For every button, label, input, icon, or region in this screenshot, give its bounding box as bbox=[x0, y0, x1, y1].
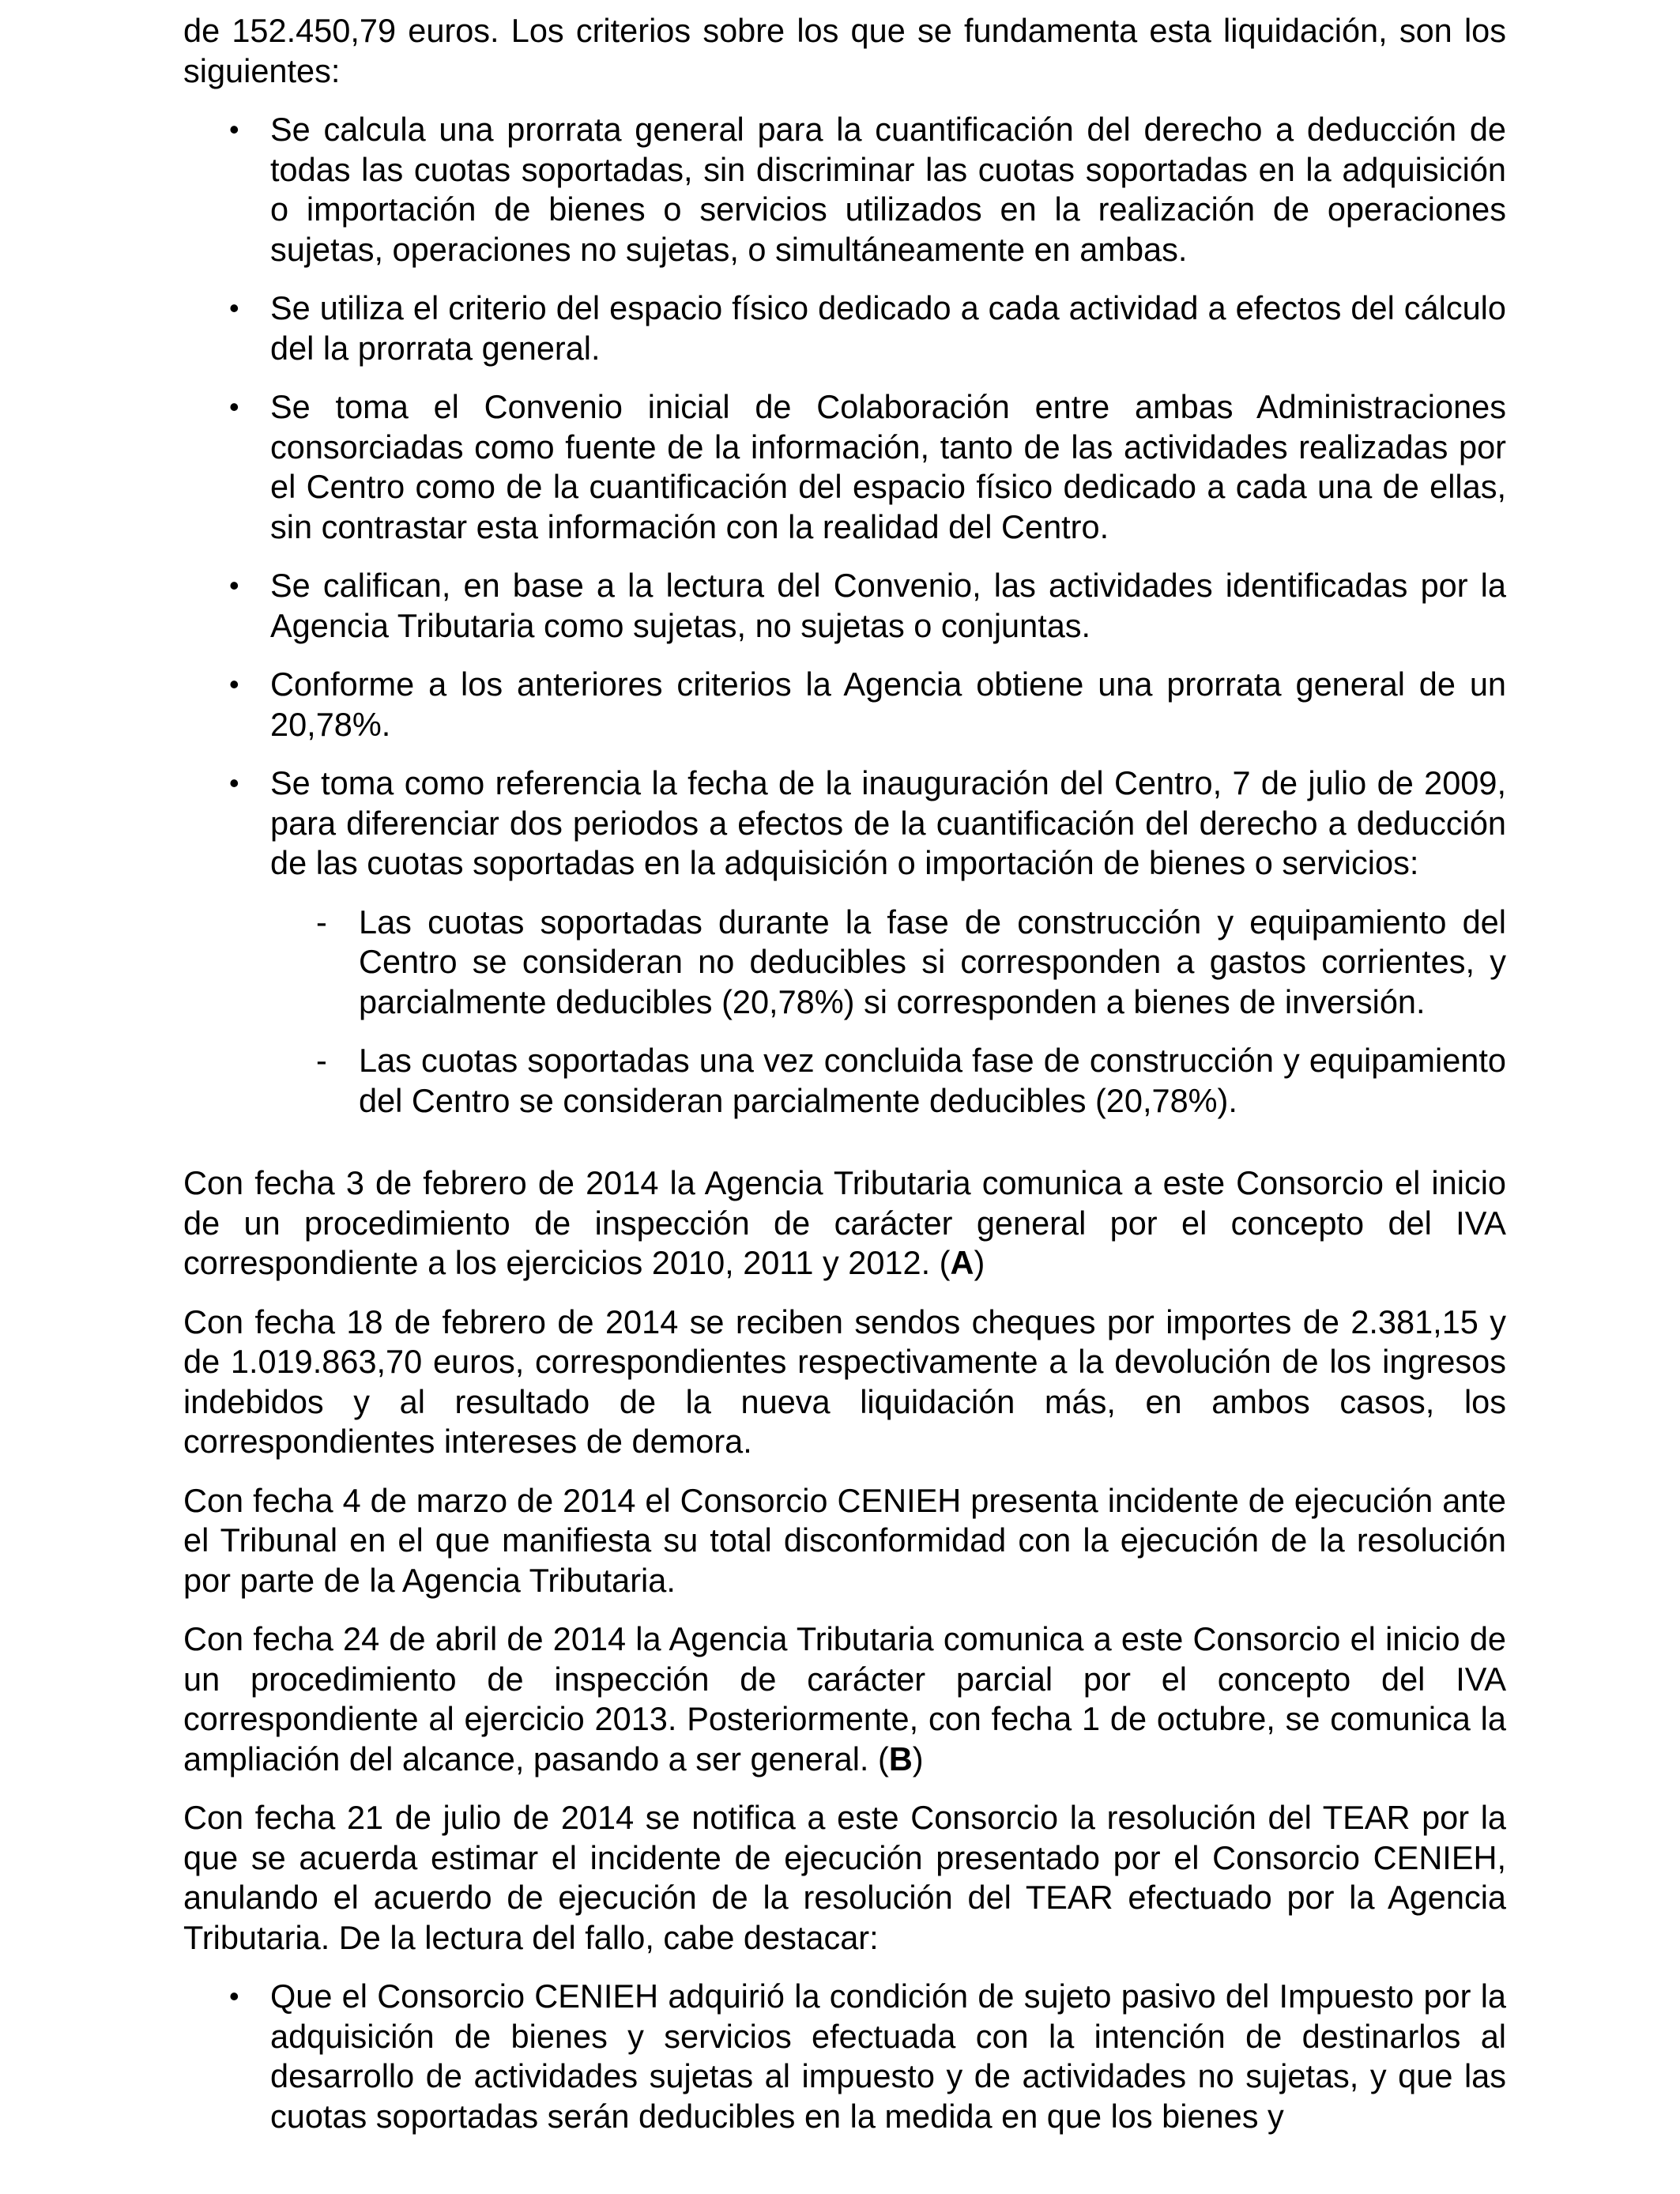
paragraph-text: Con fecha 24 de abril de 2014 la Agencia Tributaria comunica a este Consorcio el inicio de un procedimiento de inspección de carácter parcial por el concepto del IVA correspondiente al ejercicio 2013. Posteriormente, con fecha 1 de octubre, se comunica la ampliación del alcance, pasando a ser general. ( bbox=[183, 1620, 1506, 1777]
paragraph-close: ) bbox=[974, 1244, 985, 1281]
list-item bbox=[183, 288, 1506, 368]
list-item-text: Conforme a los anteriores criterios la Agencia obtiene una prorrata general de un 20,78%. bbox=[270, 665, 1506, 743]
sub-list-item bbox=[270, 903, 1506, 1023]
list-item bbox=[183, 763, 1506, 1121]
document-page bbox=[183, 11, 1506, 2155]
list-item-text: Se califican, en base a la lectura del Convenio, las actividades identificadas por la Agencia Tributaria como sujetas, no sujetas o conjuntas. bbox=[270, 567, 1506, 644]
list-item bbox=[183, 387, 1506, 547]
paragraph-text: Con fecha 3 de febrero de 2014 la Agencia Tributaria comunica a este Consorcio el inicio de un procedimiento de inspección de carácter general por el concepto del IVA correspondiente a los ejercicios 2010, 2011 y 2012. ( bbox=[183, 1164, 1506, 1281]
criteria-list bbox=[183, 110, 1506, 1121]
bullet-icon: • bbox=[229, 113, 239, 145]
list-item bbox=[183, 110, 1506, 270]
bullet-icon: • bbox=[229, 569, 239, 601]
sub-list-item bbox=[270, 1041, 1506, 1121]
bullet-icon: • bbox=[229, 767, 239, 799]
bullet-icon: • bbox=[229, 668, 239, 700]
paragraph-inspection-general bbox=[183, 1163, 1506, 1284]
list-item-text: Se utiliza el criterio del espacio físico dedicado a cada actividad a efectos del cálculo del la prorrata general. bbox=[270, 289, 1506, 367]
paragraph-cheques: Con fecha 18 de febrero de 2014 se reciben sendos cheques por importes de 2.381,15 y de 1.019.863,70 euros, correspondientes respectivamente a la devolución de los ingresos indebidos y al resultado de la nueva liquidación más, en ambos casos, los correspondientes intereses de demora. bbox=[183, 1302, 1506, 1460]
sub-list-item-text: Las cuotas soportadas durante la fase de construcción y equipamiento del Centro se consideran no deducibles si corresponden a gastos corrientes, y parcialmente deducibles (20,78%) si corresponden a bienes de inversión. bbox=[359, 903, 1506, 1020]
dash-icon: - bbox=[316, 1042, 327, 1079]
list-item bbox=[183, 1977, 1506, 2136]
list-item-text: Que el Consorcio CENIEH adquirió la condición de sujeto pasivo del Impuesto por la adquisición de bienes y servicios efectuada con la intención de destinarlos al desarrollo de actividades sujetas al impuesto y de actividades no sujetas, y que las cuotas soportadas serán deducibles en la medida en que los bienes y bbox=[270, 1977, 1506, 2135]
intro-paragraph: de 152.450,79 euros. Los criterios sobre los que se fundamenta esta liquidación, son los siguientes: bbox=[183, 12, 1506, 89]
list-item bbox=[183, 566, 1506, 646]
fallo-list bbox=[183, 1977, 1506, 2136]
sub-list-item-text: Las cuotas soportadas una vez concluida fase de construcción y equipamiento del Centro se consideran parcialmente deducibles (20,78%). bbox=[359, 1042, 1506, 1119]
bullet-icon: • bbox=[229, 390, 239, 423]
list-item-text: Se calcula una prorrata general para la cuantificación del derecho a deducción de todas las cuotas soportadas, sin discriminar las cuotas soportadas en la adquisición o importación de bienes o servicios utilizados en la realización de operaciones sujetas, operaciones no sujetas, o simultáneamente en ambas. bbox=[270, 111, 1506, 268]
paragraph-tear-resolution: Con fecha 21 de julio de 2014 se notifica a este Consorcio la resolución del TEAR por la que se acuerda estimar el incidente de ejecución presentado por el Consorcio CENIEH, anulando el acuerdo de ejecución de la resolución del TEAR efectuado por la Agencia Tributaria. De la lectura del fallo, cabe destacar: bbox=[183, 1799, 1506, 1956]
list-item bbox=[183, 665, 1506, 745]
reference-marker-b: B bbox=[888, 1740, 913, 1777]
bullet-icon: • bbox=[229, 1980, 239, 2012]
paragraph-close: ) bbox=[912, 1740, 924, 1777]
paragraph-inspection-partial bbox=[183, 1619, 1506, 1779]
list-item-text: Se toma como referencia la fecha de la inauguración del Centro, 7 de julio de 2009, para diferenciar dos periodos a efectos de la cuantificación del derecho a deducción de las cuotas soportadas en la adquisición o importación de bienes o servicios: bbox=[270, 764, 1506, 881]
bullet-icon: • bbox=[229, 292, 239, 324]
list-item-text: Se toma el Convenio inicial de Colaboración entre ambas Administraciones consorciadas como fuente de la información, tanto de las actividades realizadas por el Centro como de la cuantificación del espacio físico dedicado a cada una de ellas, sin contrastar esta información con la realidad del Centro. bbox=[270, 388, 1506, 545]
reference-marker-a: A bbox=[950, 1244, 974, 1281]
paragraph-incidente: Con fecha 4 de marzo de 2014 el Consorcio CENIEH presenta incidente de ejecución ante el Tribunal en el que manifiesta su total disconformidad con la ejecución de la resolución por parte de la Agencia Tributaria. bbox=[183, 1481, 1506, 1599]
dash-icon: - bbox=[316, 903, 327, 941]
sub-criteria-list bbox=[270, 903, 1506, 1122]
